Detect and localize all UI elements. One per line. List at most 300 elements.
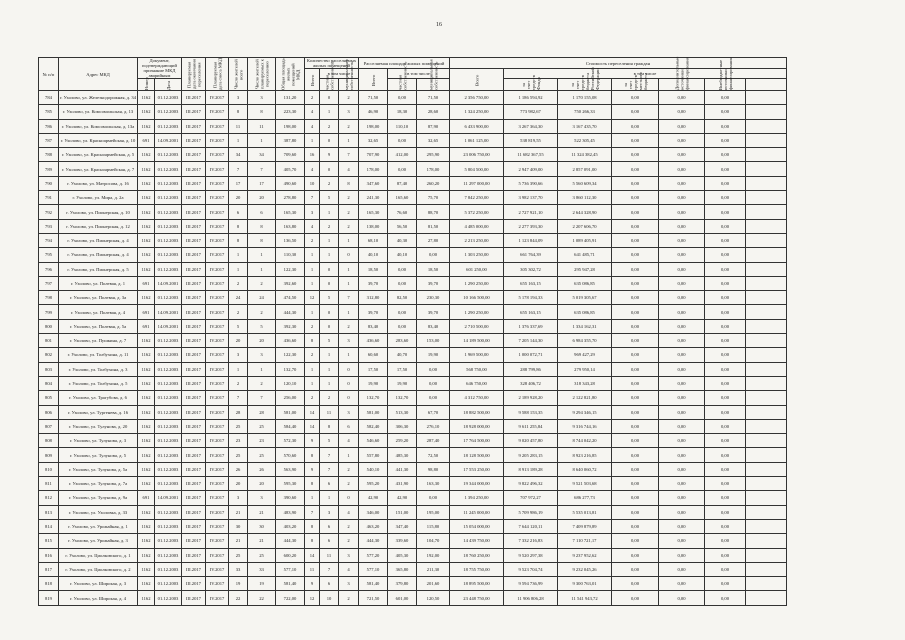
- table-row: [39, 291, 787, 305]
- cell-rooms-private: 5: [320, 434, 339, 448]
- cell-area: 570,60: [276, 448, 305, 462]
- cell-row-num: 790: [39, 176, 59, 190]
- cell-row-num: 806: [39, 405, 59, 419]
- cell-cost-local: 0,00: [612, 148, 659, 162]
- cell-cost-total: 23 006 750,00: [450, 148, 504, 162]
- cell-doc-date: 01.12.2003: [155, 448, 182, 462]
- cell-address: г. Ухолово, ул. Трагубова, д. 6: [59, 391, 138, 405]
- cell-area: 165,30: [276, 205, 305, 219]
- cell-room-area-total: 546,60: [359, 434, 388, 448]
- register-table: [38, 57, 787, 606]
- cell-total-people: 17: [229, 176, 248, 190]
- cell-cost-fund: 305 302,72: [504, 262, 558, 276]
- cell-cost-local: 0,00: [612, 291, 659, 305]
- cell-cost-total: 4 485 000,00: [450, 219, 504, 233]
- cell-room-area-total: 138,00: [359, 219, 388, 233]
- cell-cost-regional: 1 089 405,91: [558, 233, 612, 247]
- cell-cost-total: 2 356 750,00: [450, 91, 504, 105]
- cell-empty: [746, 233, 787, 247]
- cell-address: г. Ухолово, ул. Тургенева, д. 16: [59, 405, 138, 419]
- cell-resettled-people: 25: [248, 419, 276, 433]
- cell-cost-regional: 5 535 013,81: [558, 505, 612, 519]
- cell-room-area-private: 87,40: [388, 176, 417, 190]
- table-row: [39, 176, 787, 190]
- table-row: [39, 376, 787, 390]
- cell-rooms-private: 6: [320, 577, 339, 591]
- cell-doc-num: 1162: [138, 376, 155, 390]
- cell-cost-regional: 641 485,71: [558, 248, 612, 262]
- cell-cost-local: 0,00: [612, 534, 659, 548]
- cell-cost-regional: 522 305,45: [558, 133, 612, 147]
- cell-area: 390,60: [276, 491, 305, 505]
- cell-demolition-date: IV.2017: [206, 448, 229, 462]
- cell-demolition-date: IV.2017: [206, 176, 229, 190]
- cell-area: 110,30: [276, 248, 305, 262]
- cell-cost-other: 0,00: [705, 105, 746, 119]
- cell-room-area-municipal: 32,65: [417, 133, 450, 147]
- cell-address: г. Ухолово, ул. Ухоловка, д. 33: [59, 505, 138, 519]
- cell-cost-fund: 3 267 364,30: [504, 119, 558, 133]
- cell-total-people: 1: [229, 262, 248, 276]
- cell-cost-other: 0,00: [705, 334, 746, 348]
- cell-room-area-total: 46,90: [359, 105, 388, 119]
- cell-rooms-private: 0: [320, 305, 339, 319]
- cell-cost-local: 0,00: [612, 491, 659, 505]
- cell-area: 444,30: [276, 534, 305, 548]
- cell-planned-date: III.2017: [182, 176, 206, 190]
- cell-doc-num: 1162: [138, 233, 155, 247]
- cell-planned-date: III.2017: [182, 334, 206, 348]
- cell-doc-num: 1162: [138, 434, 155, 448]
- cell-room-area-total: 540,10: [359, 462, 388, 476]
- cell-doc-date: 01.12.2003: [155, 462, 182, 476]
- cell-doc-date: 01.12.2003: [155, 362, 182, 376]
- cell-cost-other: 0,00: [705, 419, 746, 433]
- cell-address: г. Ухолово, ул. Тулунова, д. 9а: [59, 491, 138, 505]
- cell-room-area-private: 110,10: [388, 119, 417, 133]
- cell-empty: [746, 162, 787, 176]
- cell-rooms-municipal: 3: [339, 548, 359, 562]
- cell-demolition-date: IV.2017: [206, 162, 229, 176]
- cell-room-area-municipal: 87,90: [417, 119, 450, 133]
- cell-doc-num: 1162: [138, 362, 155, 376]
- cell-total-people: 19: [229, 577, 248, 591]
- cell-cost-extra: 0,00: [659, 477, 705, 491]
- cell-room-area-private: 0,00: [388, 162, 417, 176]
- cell-room-area-total: 19,90: [359, 376, 388, 390]
- cell-doc-date: 01.12.2003: [155, 262, 182, 276]
- cell-room-area-municipal: 115,80: [417, 519, 450, 533]
- cell-rooms-private: 0: [320, 262, 339, 276]
- cell-cost-total: 646 750,00: [450, 376, 504, 390]
- cell-room-area-total: 40,10: [359, 248, 388, 262]
- cell-room-area-private: 42,90: [388, 491, 417, 505]
- cell-room-area-total: 577,20: [359, 548, 388, 562]
- cell-room-area-private: 405,30: [388, 548, 417, 562]
- cell-cost-extra: 0,00: [659, 548, 705, 562]
- cell-area: 581,40: [276, 577, 305, 591]
- cell-doc-date: 14.09.2001: [155, 491, 182, 505]
- cell-empty: [746, 119, 787, 133]
- cell-cost-local: 0,00: [612, 248, 659, 262]
- table-row: [39, 334, 787, 348]
- cell-rooms-total: 2: [305, 348, 320, 362]
- cell-doc-num: 1162: [138, 219, 155, 233]
- cell-room-area-municipal: 163,30: [417, 477, 450, 491]
- cell-room-area-private: 513,30: [388, 405, 417, 419]
- cell-area: 122,30: [276, 262, 305, 276]
- cell-cost-fund: 9 523 704,74: [504, 562, 558, 576]
- cell-address: г. Ухолово, ул. Красноармейская, д. 5: [59, 148, 138, 162]
- cell-doc-num: 1162: [138, 477, 155, 491]
- cell-cost-regional: 2 207 606,70: [558, 219, 612, 233]
- cell-demolition-date: IV.2017: [206, 362, 229, 376]
- cell-doc-num: 1162: [138, 391, 155, 405]
- cell-room-area-private: 19,90: [388, 376, 417, 390]
- cell-resettled-people: 24: [248, 291, 276, 305]
- cell-room-area-total: 312,80: [359, 291, 388, 305]
- cell-rooms-municipal: 4: [339, 505, 359, 519]
- cell-cost-other: 0,00: [705, 519, 746, 533]
- cell-room-area-municipal: 75,70: [417, 191, 450, 205]
- cell-cost-extra: 0,00: [659, 305, 705, 319]
- cell-doc-num: 1162: [138, 419, 155, 433]
- cell-cost-other: 0,00: [705, 291, 746, 305]
- cell-planned-date: III.2017: [182, 376, 206, 390]
- cell-resettled-people: 2: [248, 376, 276, 390]
- cell-room-area-total: 198,00: [359, 119, 388, 133]
- cell-total-people: 21: [229, 534, 248, 548]
- cell-room-area-private: 40,30: [388, 233, 417, 247]
- cell-doc-num: 1162: [138, 577, 155, 591]
- cell-cost-other: 0,00: [705, 548, 746, 562]
- cell-room-area-municipal: 0,00: [417, 491, 450, 505]
- cell-doc-date: 01.12.2003: [155, 248, 182, 262]
- cell-doc-date: 01.12.2003: [155, 291, 182, 305]
- cell-row-num: 815: [39, 534, 59, 548]
- cell-cost-extra: 0,00: [659, 133, 705, 147]
- cell-room-area-municipal: 18,50: [417, 262, 450, 276]
- cell-address: г. Ухолово, ул. Урожайная, д. 3: [59, 534, 138, 548]
- cell-cost-total: 18 760 250,00: [450, 548, 504, 562]
- cell-doc-num: 1162: [138, 348, 155, 362]
- cell-total-people: 7: [229, 391, 248, 405]
- cell-rooms-municipal: 2: [339, 534, 359, 548]
- table-row: [39, 519, 787, 533]
- cell-cost-extra: 0,00: [659, 562, 705, 576]
- cell-cost-local: 0,00: [612, 276, 659, 290]
- cell-doc-num: 691: [138, 276, 155, 290]
- cell-row-num: 816: [39, 548, 59, 562]
- cell-cost-extra: 0,00: [659, 577, 705, 591]
- cell-cost-local: 0,00: [612, 334, 659, 348]
- col-header-rc-municipal: муниципальная собственность: [339, 79, 359, 91]
- cell-room-area-municipal: 230,30: [417, 291, 450, 305]
- cell-cost-regional: 11 324 382,45: [558, 148, 612, 162]
- table-row: [39, 534, 787, 548]
- cell-demolition-date: IV.2017: [206, 462, 229, 476]
- cell-row-num: 799: [39, 305, 59, 319]
- cell-rooms-private: 7: [320, 562, 339, 576]
- cell-resettled-people: 34: [248, 148, 276, 162]
- cell-cost-local: 0,00: [612, 319, 659, 333]
- table-row: [39, 562, 787, 576]
- cell-room-area-private: 347,40: [388, 519, 417, 533]
- cell-cost-extra: 0,00: [659, 291, 705, 305]
- cell-doc-num: 1162: [138, 291, 155, 305]
- cell-rooms-municipal: 0: [339, 391, 359, 405]
- cell-row-num: 808: [39, 434, 59, 448]
- cell-cost-other: 0,00: [705, 148, 746, 162]
- cell-cost-local: 0,00: [612, 519, 659, 533]
- cell-row-num: 786: [39, 119, 59, 133]
- cell-total-people: 8: [229, 105, 248, 119]
- cell-cost-other: 0,00: [705, 376, 746, 390]
- cell-cost-fund: 2 277 393,30: [504, 219, 558, 233]
- cell-rooms-municipal: 3: [339, 105, 359, 119]
- cell-doc-date: 01.12.2003: [155, 534, 182, 548]
- cell-planned-date: III.2017: [182, 262, 206, 276]
- cell-area: 131,20: [276, 91, 305, 105]
- cell-planned-date: III.2017: [182, 419, 206, 433]
- cell-cost-other: 0,00: [705, 362, 746, 376]
- cell-cost-fund: 655 163,15: [504, 305, 558, 319]
- cell-total-people: 25: [229, 448, 248, 462]
- cell-rooms-total: 12: [305, 291, 320, 305]
- cell-cost-other: 0,00: [705, 119, 746, 133]
- cell-address: г. Ухолово, ул. Мира, д. 2а: [59, 191, 138, 205]
- cell-area: 444,30: [276, 305, 305, 319]
- table-row: [39, 548, 787, 562]
- cell-rooms-private: 2: [320, 391, 339, 405]
- cell-doc-num: 1162: [138, 505, 155, 519]
- cell-rooms-municipal: 1: [339, 448, 359, 462]
- cell-rooms-municipal: 3: [339, 577, 359, 591]
- cell-empty: [746, 248, 787, 262]
- cell-rooms-private: 0: [320, 133, 339, 147]
- cell-room-area-private: 56,50: [388, 219, 417, 233]
- cell-resettled-people: 8: [248, 219, 276, 233]
- cell-rooms-total: 9: [305, 434, 320, 448]
- cell-room-area-private: 151,00: [388, 505, 417, 519]
- cell-cost-local: 0,00: [612, 434, 659, 448]
- cell-rooms-total: 8: [305, 519, 320, 533]
- cell-rooms-total: 8: [305, 448, 320, 462]
- cell-room-area-total: 707,90: [359, 148, 388, 162]
- cell-doc-date: 14.09.2001: [155, 276, 182, 290]
- cell-empty: [746, 176, 787, 190]
- cell-total-people: 2: [229, 276, 248, 290]
- cell-room-area-municipal: 39,70: [417, 276, 450, 290]
- cell-planned-date: III.2017: [182, 562, 206, 576]
- cell-empty: [746, 105, 787, 119]
- cell-cost-fund: 1 186 594,92: [504, 91, 558, 105]
- cell-resettled-people: 5: [248, 319, 276, 333]
- cell-rooms-total: 2: [305, 391, 320, 405]
- cell-demolition-date: IV.2017: [206, 276, 229, 290]
- cell-demolition-date: IV.2017: [206, 391, 229, 405]
- cell-cost-regional: 2 857 091,00: [558, 162, 612, 176]
- cell-address: г. Ухолово, ул. Пионерская, д. 12: [59, 219, 138, 233]
- cell-room-area-municipal: 98,80: [417, 462, 450, 476]
- cell-planned-date: III.2017: [182, 362, 206, 376]
- col-header-local: за счет средств местного бюджета: [612, 79, 659, 91]
- cell-planned-date: III.2017: [182, 348, 206, 362]
- cell-cost-fund: 9 020 457,80: [504, 434, 558, 448]
- cell-room-area-private: 601,00: [388, 591, 417, 605]
- cell-rooms-total: 4: [305, 105, 320, 119]
- cell-cost-regional: 7 409 879,89: [558, 519, 612, 533]
- cell-doc-num: 1162: [138, 334, 155, 348]
- cell-row-num: 787: [39, 133, 59, 147]
- cell-area: 490,60: [276, 176, 305, 190]
- cell-row-num: 795: [39, 248, 59, 262]
- cell-cost-total: 10 166 500,00: [450, 291, 504, 305]
- cell-room-area-total: 577,10: [359, 562, 388, 576]
- cell-row-num: 807: [39, 419, 59, 433]
- cell-demolition-date: IV.2017: [206, 91, 229, 105]
- cell-rooms-private: 7: [320, 462, 339, 476]
- cell-rooms-total: 1: [305, 491, 320, 505]
- cell-cost-fund: 11 906 806,28: [504, 591, 558, 605]
- cell-cost-other: 0,00: [705, 91, 746, 105]
- cell-area: 387,80: [276, 133, 305, 147]
- cell-demolition-date: IV.2017: [206, 419, 229, 433]
- cell-rooms-total: 14: [305, 405, 320, 419]
- cell-room-area-total: 42,90: [359, 491, 388, 505]
- cell-total-people: 20: [229, 191, 248, 205]
- cell-room-area-total: 241,30: [359, 191, 388, 205]
- cell-room-area-municipal: 195,00: [417, 505, 450, 519]
- cell-cost-local: 0,00: [612, 205, 659, 219]
- cell-planned-date: III.2017: [182, 591, 206, 605]
- cell-planned-date: III.2017: [182, 519, 206, 533]
- cell-rooms-municipal: 2: [339, 519, 359, 533]
- cell-demolition-date: IV.2017: [206, 191, 229, 205]
- cell-rooms-total: 1: [305, 376, 320, 390]
- cell-room-area-private: 40,10: [388, 248, 417, 262]
- cell-rooms-private: 11: [320, 548, 339, 562]
- cell-resettled-people: 1: [248, 248, 276, 262]
- cell-cost-local: 0,00: [612, 362, 659, 376]
- cell-area: 722,00: [276, 591, 305, 605]
- register-table-body: [39, 91, 787, 606]
- cell-room-area-total: 32,65: [359, 133, 388, 147]
- table-row: [39, 133, 787, 147]
- cell-cost-total: 18 128 500,00: [450, 448, 504, 462]
- cell-area: 132,70: [276, 362, 305, 376]
- cell-cost-total: 5 372 250,00: [450, 205, 504, 219]
- cell-empty: [746, 419, 787, 433]
- cell-doc-num: 1162: [138, 148, 155, 162]
- cell-doc-date: 14.09.2001: [155, 319, 182, 333]
- cell-room-area-total: 83,40: [359, 319, 388, 333]
- cell-doc-num: 1162: [138, 462, 155, 476]
- cell-address: г. Ухолово, ул. Полевая, д. 1: [59, 276, 138, 290]
- cell-rooms-total: 7: [305, 191, 320, 205]
- cell-address: г. Ухолово, ул. Тулунова, д. 3: [59, 434, 138, 448]
- cell-area: 120,10: [276, 376, 305, 390]
- table-row: [39, 362, 787, 376]
- cell-area: 223,30: [276, 105, 305, 119]
- col-header-extra2: [746, 79, 787, 91]
- cell-room-area-total: 39,70: [359, 305, 388, 319]
- cell-address: г. Ухолово, ул. Железнодорожная, д. 34: [59, 91, 138, 105]
- cell-row-num: 817: [39, 562, 59, 576]
- cell-rooms-private: 1: [320, 205, 339, 219]
- cell-rooms-total: 11: [305, 562, 320, 576]
- cell-rooms-private: 8: [320, 419, 339, 433]
- cell-cost-regional: 5 560 609,34: [558, 176, 612, 190]
- cell-room-area-total: 581,40: [359, 577, 388, 591]
- cell-room-area-total: 60,60: [359, 348, 388, 362]
- cell-room-area-total: 178,00: [359, 162, 388, 176]
- cell-cost-fund: 9 822 496,32: [504, 477, 558, 491]
- cell-doc-num: 1162: [138, 119, 155, 133]
- cell-rooms-private: 6: [320, 534, 339, 548]
- cell-doc-num: 1162: [138, 562, 155, 576]
- cell-rooms-total: 1: [305, 362, 320, 376]
- cell-demolition-date: IV.2017: [206, 305, 229, 319]
- table-row: [39, 233, 787, 247]
- cell-total-people: 11: [229, 119, 248, 133]
- cell-demolition-date: IV.2017: [206, 148, 229, 162]
- cell-address: г. Ухолово, ул. Широкая, д. 4: [59, 591, 138, 605]
- cell-cost-other: 0,00: [705, 305, 746, 319]
- cell-doc-date: 14.09.2001: [155, 133, 182, 147]
- cell-rooms-municipal: 4: [339, 562, 359, 576]
- cell-area: 709,60: [276, 148, 305, 162]
- cell-room-area-private: 0,00: [388, 319, 417, 333]
- cell-cost-regional: 9 232 045,26: [558, 562, 612, 576]
- cell-total-people: 1: [229, 362, 248, 376]
- cell-cost-total: 1 290 250,00: [450, 305, 504, 319]
- cell-empty: [746, 562, 787, 576]
- cell-cost-fund: 538 819,55: [504, 133, 558, 147]
- cell-address: г. Ухолово, ул. Широкая, д. 3: [59, 577, 138, 591]
- cell-room-area-private: 0,00: [388, 133, 417, 147]
- cell-area: 577,10: [276, 562, 305, 576]
- cell-rooms-total: 14: [305, 419, 320, 433]
- cell-doc-date: 01.12.2003: [155, 419, 182, 433]
- cell-cost-extra: 0,00: [659, 148, 705, 162]
- cell-demolition-date: IV.2017: [206, 376, 229, 390]
- cell-rooms-total: 16: [305, 148, 320, 162]
- cell-cost-extra: 0,00: [659, 262, 705, 276]
- cell-planned-date: III.2017: [182, 548, 206, 562]
- cell-cost-extra: 0,00: [659, 105, 705, 119]
- cell-room-area-total: 721,50: [359, 591, 388, 605]
- cell-doc-date: 01.12.2003: [155, 233, 182, 247]
- cell-cost-regional: 9 237 952,62: [558, 548, 612, 562]
- cell-resettled-people: 25: [248, 448, 276, 462]
- cell-planned-date: III.2017: [182, 91, 206, 105]
- cell-room-area-total: 347,60: [359, 176, 388, 190]
- cell-doc-num: 1162: [138, 591, 155, 605]
- cell-resettled-people: 25: [248, 548, 276, 562]
- cell-cost-regional: 8 744 042,20: [558, 434, 612, 448]
- cell-cost-total: 18 882 500,00: [450, 405, 504, 419]
- cell-doc-num: 1162: [138, 205, 155, 219]
- cell-cost-extra: 0,00: [659, 462, 705, 476]
- cell-planned-date: III.2017: [182, 477, 206, 491]
- cell-cost-regional: 3 167 435,70: [558, 119, 612, 133]
- cell-doc-date: 01.12.2003: [155, 519, 182, 533]
- cell-cost-fund: 7 205 144,30: [504, 334, 558, 348]
- cell-resettled-people: 20: [248, 334, 276, 348]
- cell-room-area-private: 0,00: [388, 91, 417, 105]
- table-row: [39, 91, 787, 105]
